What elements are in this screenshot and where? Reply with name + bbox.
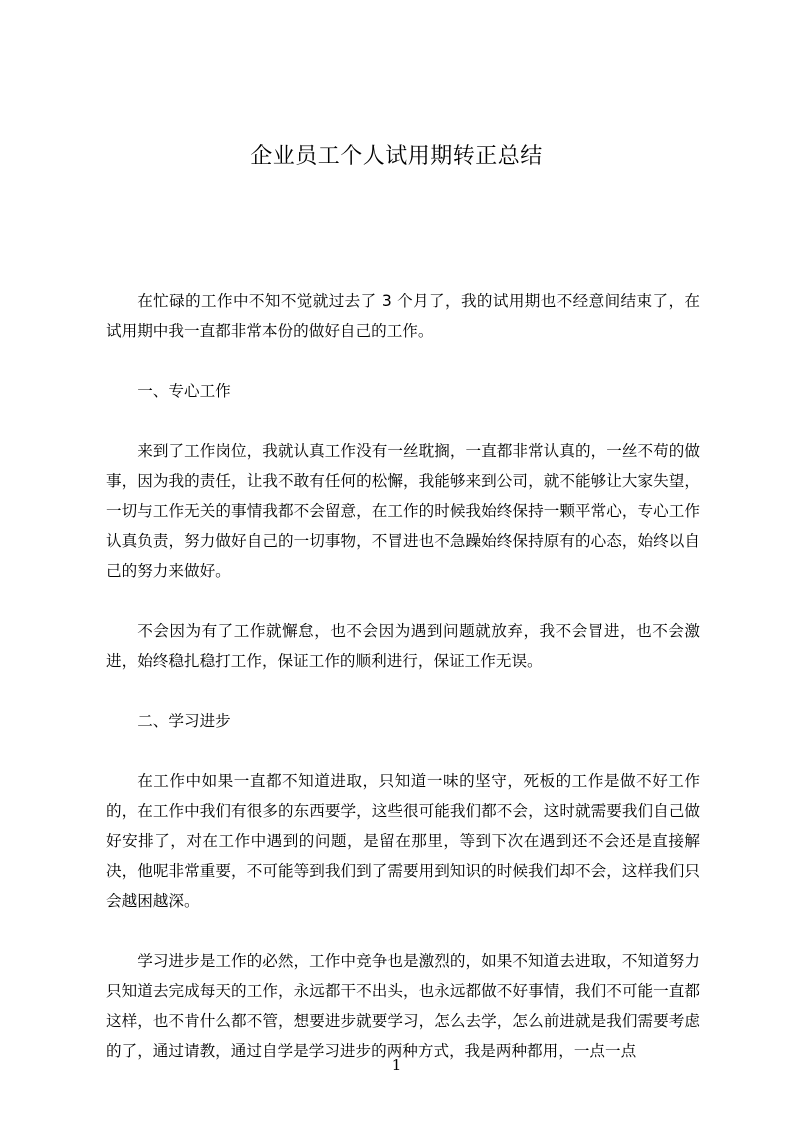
paragraph-focus-2: 不会因为有了工作就懈怠，也不会因为遇到问题就放弃，我不会冒进，也不会激进，始终稳扎稳打工作，保证工作的顺利进行，保证工作无误。	[106, 622, 700, 670]
paragraph-learning-1: 在工作中如果一直都不知道进取，只知道一味的坚守，死板的工作是做不好工作的，在工作中我们有很多的东西要学，这些很可能我们都不会，这时就需要我们自己做好安排了，对在工作中遇到的问题，是留在那里，等到下次在遇到还不会还是直接解决，他呢非常重要，不可能等到我们到了需要用到知识的时候我们却不会，这样我们只会越困越深。	[106, 772, 700, 910]
section-heading-focus: 一、专心工作	[137, 382, 231, 400]
paragraph-focus-1: 来到了工作岗位，我就认真工作没有一丝耽搁，一直都非常认真的，一丝不苟的做事，因为我的责任，让我不敢有任何的松懈，我能够来到公司，就不能够让大家失望，一切与工作无关的事情我都不会留意，在工作的时候我始终保持一颗平常心，专心工作认真负责，努力做好自己的一切事物，不冒进也不急躁始终保持原有的心态，始终以自己的努力来做好。	[106, 442, 700, 580]
page-number: 1	[391, 1056, 402, 1074]
paragraph-intro: 在忙碌的工作中不知不觉就过去了 3 个月了，我的试用期也不经意间结束了，在试用期中我一直都非常本份的做好自己的工作。	[106, 292, 700, 340]
paragraph-learning-2: 学习进步是工作的必然，工作中竞争也是激烈的，如果不知道去进取，不知道努力只知道去完成每天的工作，永远都干不出头，也永远都做不好事情，我们不可能一直都这样，也不肯什么都不管，想要进步就要学习，怎么去学，怎么前进就是我们需要考虑的了，通过请教，通过自学是学习进步的两种方式，我是两种都用，一点一点	[106, 952, 700, 1060]
section-heading-learning: 二、学习进步	[137, 712, 231, 730]
document-body	[106, 286, 700, 1066]
document-title: 企业员工个人试用期转正总结	[250, 144, 543, 169]
